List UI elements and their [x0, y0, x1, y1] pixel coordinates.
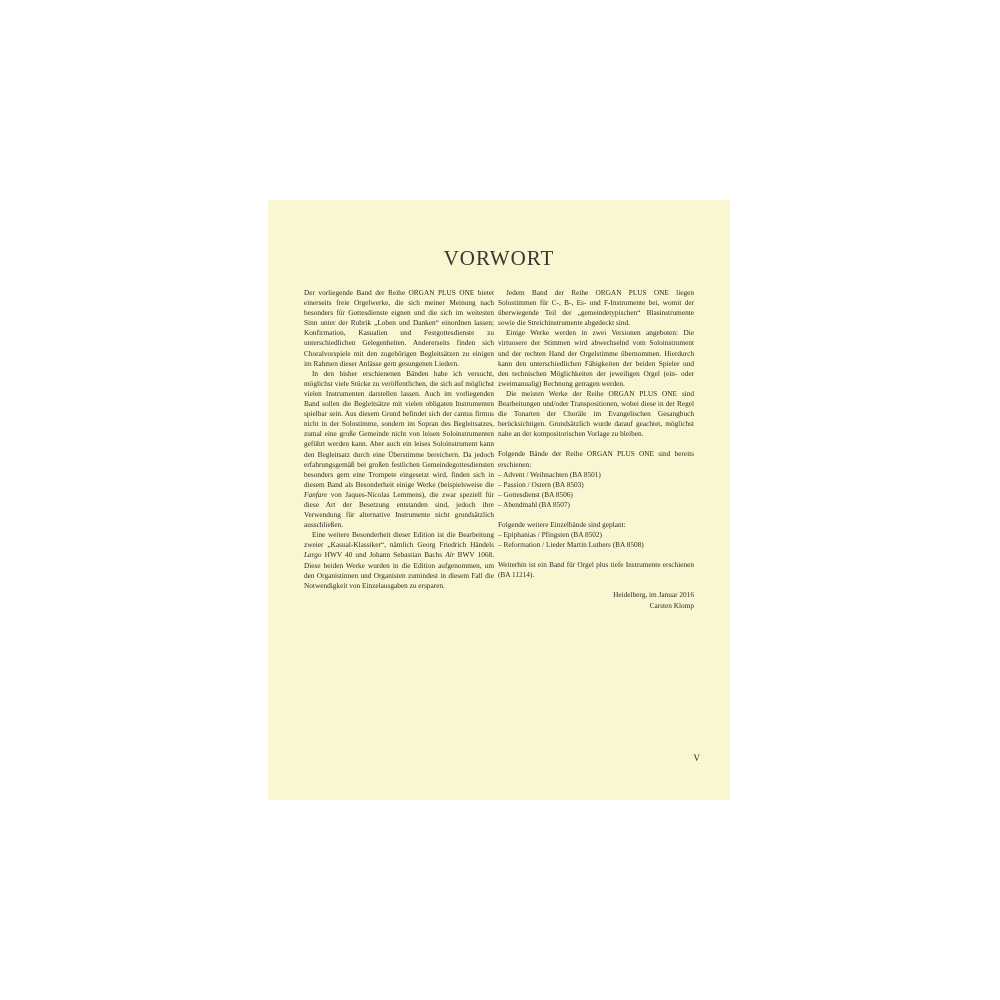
- paragraph-accompaniment-end: von Jaques-Nicolas Lemmens), die zwar speziell für diese Art der Besetzung entstanden sind, jedoch ihre Verwendung für alternative Instrumente nicht grundsätzlich ausschließen.: [304, 489, 494, 530]
- page-number: V: [693, 753, 700, 763]
- planned-list: [498, 530, 694, 550]
- list-item: – Reformation / Lieder Martin Luthers (BA 8508): [498, 540, 644, 550]
- list-item: – Advent / Weihnachten (BA 8501): [498, 469, 601, 479]
- left-column: [304, 288, 494, 591]
- paragraph-arrangements: Die meisten Werke der Reihe ORGAN PLUS ONE sind Bearbeitungen und/oder Transpositionen, wobei diese in der Regel die Tonarten der Choräle im Evangelischen Gesangbuch berücksichtigen. Grundsätzlich wurde darauf geachtet, möglichst nahe an der kompositorischen Vorlage zu bleiben.: [498, 388, 694, 439]
- list-item: – Epiphanias / Pfingsten (BA 8502): [498, 530, 602, 540]
- paragraph-accompaniment: [304, 369, 494, 531]
- air-title: Air: [445, 550, 455, 560]
- list-item: – Abendmahl (BA 8507): [498, 499, 570, 509]
- list-item: – Passion / Ostern (BA 8503): [498, 479, 584, 489]
- published-list: [498, 470, 694, 510]
- paragraph-kasual-end: BWV 1068. Diese beiden Werke wurden in die Edition aufgenommen, um den Organistinnen und Organisten zumindest in diesem Fall die Notwendigkeit von Einzelausgaben zu ersparen.: [304, 550, 495, 590]
- page-title: VORWORT: [443, 246, 555, 270]
- list-item: – Gottesdienst (BA 8506): [498, 489, 573, 499]
- published-intro: Folgende Bände der Reihe ORGAN PLUS ONE sind bereits erschienen:: [498, 449, 694, 469]
- right-column: [498, 288, 694, 611]
- preface-page: [268, 200, 730, 800]
- author-name: Carsten Klomp: [649, 600, 694, 610]
- paragraph-kasual-mid: HWV 40 und Johann Sebastian Bachs: [324, 550, 443, 560]
- paragraph-accompaniment-text: In den bisher erschienenen Bänden habe ich versucht, möglichst viele Stücke zu veröffentlichen, die sich auf möglichst vielen Instrumenten darstellen lassen. Auch im vorliegenden Band sollen die Begleitsätze mit vielen obligaten Instrumenten spielbar sein. Aus diesem Grund befindet sich der cantus firmus nicht in der Solostimme, sondern im Sopran des Begleitsatzes, zumal eine große Gemeinde nicht von leisen Soloinstrumenten geführt werden kann. Aber auch ein leises Soloinstrument kann den Begleitsatz durch eine Überstimme bereichern. Da jedoch erfahrungsgemäß bei großen festlichen Gemeindegottesdiensten besonders gern eine Trompete eingesetzt wird, finden sich in diesem Band als Besonderheit einige Werke (beispielsweise die: [304, 368, 494, 489]
- extra-volume-note: Weiterhin ist ein Band für Orgel plus tiefe Instrumente erschienen (BA 11214).: [498, 560, 694, 580]
- largo-title: Largo: [304, 550, 322, 560]
- place-date: Heidelberg, im Januar 2016: [613, 590, 694, 600]
- paragraph-intro: Der vorliegende Band der Reihe ORGAN PLUS ONE bietet einerseits freie Orgelwerke, die sich meiner Meinung nach besonders für Gottesdienste eignen und die sich im weitesten Sinn unter der Rubrik „Loben und Danken“ einordnen lassen; Konfirmation, Kasualien und Festgottesdienste zu unterschiedlichen Gelegenheiten. Andererseits finden sich Choralvorspiele mit den zugehörigen Begleitsätzen zu einigen im Rahmen dieser Anlässe gern gesungenen Liedern.: [304, 288, 494, 368]
- paragraph-versions: Einige Werke werden in zwei Versionen angeboten: Die virtuosere der Stimmen wird abwechselnd vom Soloinstrument und der rechten Hand der Orgelstimme übernommen. Hierdurch kann den unterschiedlichen Fähigkeiten der beiden Spieler und den technischen Möglichkeiten der jeweiligen Orgel (ein- oder zweimanualig) Rechnung getragen werden.: [498, 328, 694, 388]
- paragraph-kasual-klassiker: [304, 530, 494, 591]
- paragraph-solo-parts: Jedem Band der Reihe ORGAN PLUS ONE liegen Solostimmen für C-, B-, Es- und F-Instrumente bei, womit der überwiegende Teil der „gemeindetypischen“ Blasinstrumente sowie die Streichinstrumente abgedeckt sind.: [498, 288, 694, 328]
- paragraph-kasual-start: Eine weitere Besonderheit dieser Edition ist die Bearbeitung zweier „Kasual-Klassiker“, nämlich Georg Friedrich Händels: [304, 530, 494, 550]
- planned-intro: Folgende weitere Einzelbände sind geplant:: [498, 519, 626, 529]
- signature-block: [498, 590, 694, 610]
- fanfare-title: Fanfare: [304, 489, 328, 499]
